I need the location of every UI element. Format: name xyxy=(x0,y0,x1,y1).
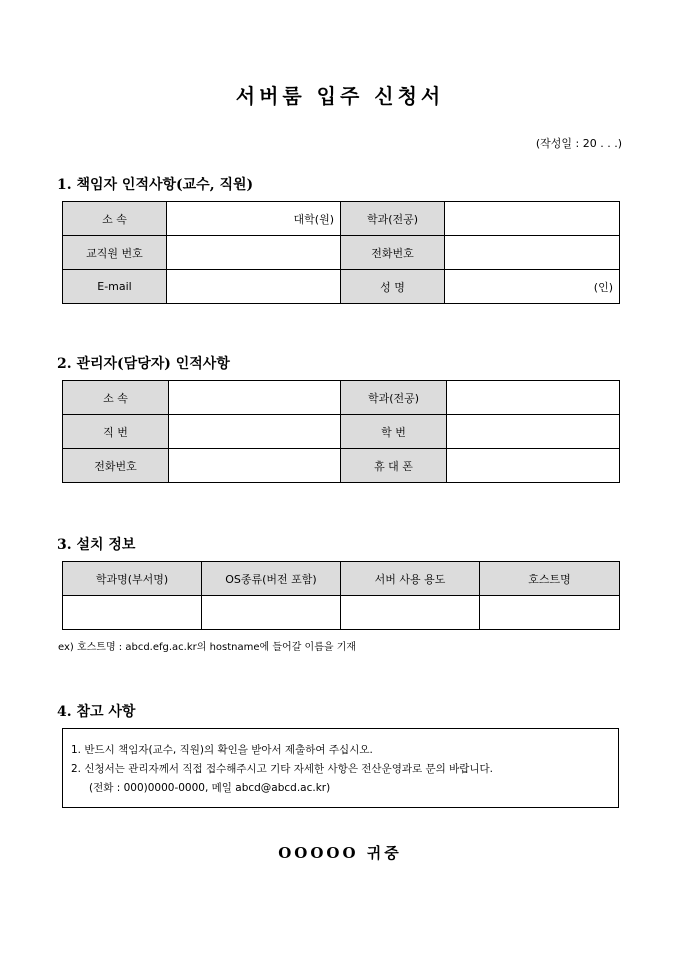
admin-phone-field[interactable] xyxy=(169,449,341,483)
note-line-1: 1. 반드시 책임자(교수, 직원)의 확인을 받아서 제출하여 주십시오. xyxy=(71,744,373,756)
admin-affiliation-field[interactable] xyxy=(169,381,341,415)
admin-phone-label: 전화번호 xyxy=(63,449,169,483)
section3-heading: 3. 설치 정보 xyxy=(57,537,136,553)
section1-heading: 1. 책임자 인적사항(교수, 직원) xyxy=(57,177,254,193)
document-title: 서버룸 입주 신청서 xyxy=(235,84,445,108)
column-server-purpose: 서버 사용 용도 xyxy=(341,562,480,596)
email-label: E-mail xyxy=(63,270,167,304)
table-row xyxy=(63,381,620,415)
table-row xyxy=(63,415,620,449)
recipient-line: OOOOO 귀중 xyxy=(278,844,402,862)
admin-affiliation-label: 소 속 xyxy=(63,381,169,415)
name-seal-field[interactable]: (인) xyxy=(445,270,620,304)
section4-heading: 4. 참고 사항 xyxy=(57,704,136,720)
admin-department-field[interactable] xyxy=(447,381,620,415)
staff-number-field[interactable] xyxy=(167,236,341,270)
department-input[interactable] xyxy=(63,596,202,630)
staff-number-label: 교직원 번호 xyxy=(63,236,167,270)
hostname-example-note: ex) 호스트명 : abcd.efg.ac.kr의 hostname에 들어갈 이름을 기재 xyxy=(58,642,357,653)
student-id-field[interactable] xyxy=(447,415,620,449)
install-info-table xyxy=(62,561,620,630)
name-label: 성 명 xyxy=(341,270,445,304)
table-header-row xyxy=(63,562,620,596)
employee-id-field[interactable] xyxy=(169,415,341,449)
notes-box xyxy=(62,728,619,808)
department-label: 학과(전공) xyxy=(341,202,445,236)
department-field[interactable] xyxy=(445,202,620,236)
admin-info-table xyxy=(62,380,620,483)
server-purpose-input[interactable] xyxy=(341,596,480,630)
table-row xyxy=(63,449,620,483)
phone-label: 전화번호 xyxy=(341,236,445,270)
mobile-label: 휴 대 폰 xyxy=(341,449,447,483)
os-type-input[interactable] xyxy=(202,596,341,630)
student-id-label: 학 번 xyxy=(341,415,447,449)
table-row xyxy=(63,596,620,630)
hostname-input[interactable] xyxy=(480,596,620,630)
admin-department-label: 학과(전공) xyxy=(341,381,447,415)
email-field[interactable] xyxy=(167,270,341,304)
column-department: 학과명(부서명) xyxy=(63,562,202,596)
note-line-3: (전화 : 000)0000-0000, 메일 abcd@abcd.ac.kr) xyxy=(89,782,331,794)
column-hostname: 호스트명 xyxy=(480,562,620,596)
manager-info-table xyxy=(62,201,620,304)
column-os-type: OS종류(버전 포함) xyxy=(202,562,341,596)
date-line: (작성일 : 20 . . .) xyxy=(535,137,622,150)
affiliation-field[interactable]: 대학(원) xyxy=(167,202,341,236)
table-row xyxy=(63,202,620,236)
table-row xyxy=(63,270,620,304)
employee-id-label: 직 번 xyxy=(63,415,169,449)
affiliation-label: 소 속 xyxy=(63,202,167,236)
section2-heading: 2. 관리자(담당자) 인적사항 xyxy=(57,356,230,372)
note-line-2: 2. 신청서는 관리자께서 직접 접수해주시고 기타 자세한 사항은 전산운영과로 문의 바랍니다. xyxy=(71,763,494,775)
mobile-field[interactable] xyxy=(447,449,620,483)
phone-field[interactable] xyxy=(445,236,620,270)
table-row xyxy=(63,236,620,270)
